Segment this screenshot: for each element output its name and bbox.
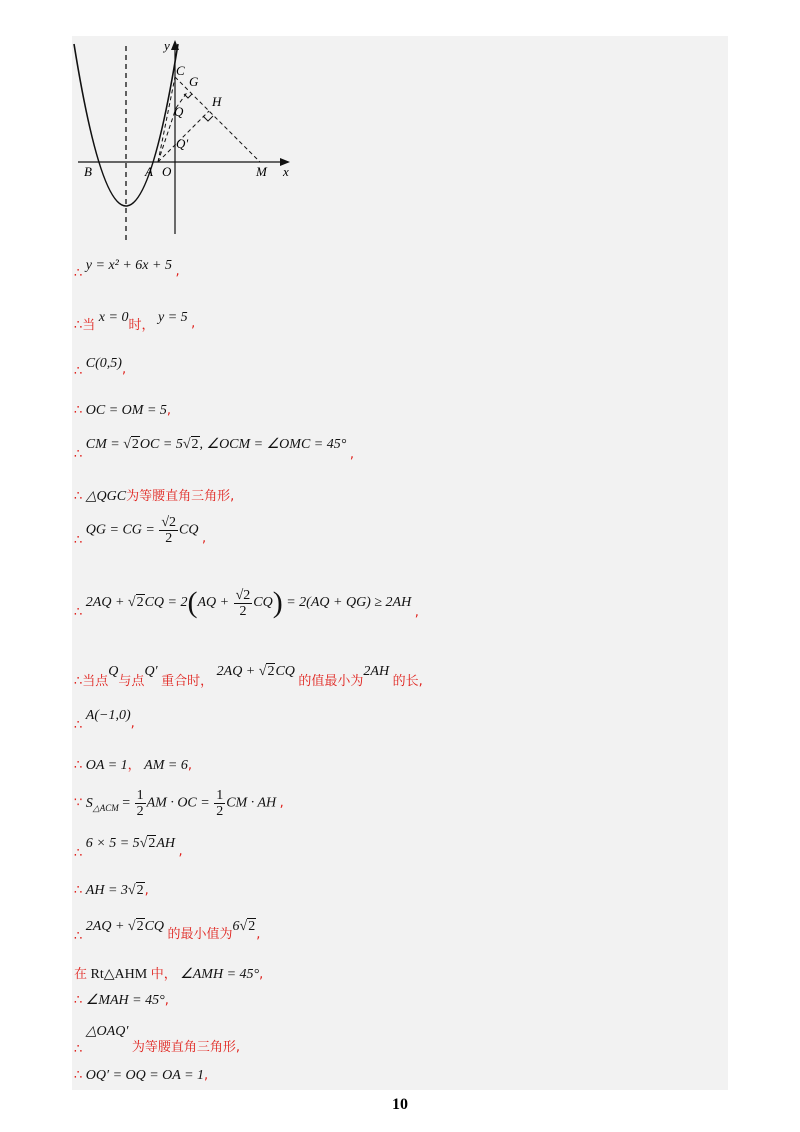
label-a: A <box>145 164 153 179</box>
sqrt-2: √2 <box>258 664 275 679</box>
solution-line-6 <box>74 485 234 505</box>
expr-2aq: 2AQ + <box>216 664 256 679</box>
therefore-symbol: ∴ <box>74 846 83 861</box>
label-q-prime: Q' <box>176 136 189 151</box>
therefore-symbol: ∴ <box>74 605 83 621</box>
expr-am-oc: AM · OC = <box>146 795 210 811</box>
because-symbol: ∵ <box>74 795 83 811</box>
sqrt-2: √2 <box>239 919 256 934</box>
area-symbol: $S_{\triangle ACM}$ <box>85 795 119 813</box>
equation-oq: OQ′ = OQ = OA = 1 <box>85 1068 205 1083</box>
comma: , <box>279 795 284 811</box>
value-2ah: 2AH <box>363 664 390 679</box>
solution-line-16 <box>74 963 263 983</box>
solution-line-18 <box>74 1020 241 1057</box>
comma: , <box>144 883 149 898</box>
expr-am: AM = 6 <box>144 758 188 773</box>
angle-mah: ∠MAH = 45° <box>85 993 165 1008</box>
label-x: x <box>283 164 289 179</box>
therefore-symbol: ∴ <box>74 1042 83 1057</box>
therefore-symbol: ∴ <box>74 929 83 944</box>
text-isosceles: 为等腰直角三角形, <box>131 1040 241 1055</box>
solution-line-19 <box>74 1068 208 1084</box>
therefore-symbol: ∴ <box>74 364 83 379</box>
triangle-oaq-prime: △OAQ′ <box>85 1024 129 1039</box>
text-coincide: 重合时， <box>161 674 214 689</box>
angle-amh: ∠AMH = 45° <box>180 967 260 982</box>
text-isosceles: 为等腰直角三角形, <box>126 489 235 504</box>
comma: , <box>349 447 354 462</box>
fraction-one-half: $\frac{1}{2}$ <box>136 788 144 819</box>
separator: ， <box>127 758 141 773</box>
expr-left: 2AQ + <box>85 595 125 611</box>
expr-cq: CQ <box>144 919 165 934</box>
therefore-symbol: ∴ <box>74 718 83 733</box>
expr-2aq: 2AQ + <box>85 919 125 934</box>
comma: , <box>191 316 196 331</box>
expr-angles: , ∠OCM = ∠OMC = 45° <box>199 437 347 452</box>
expr-left: 6 × 5 = 5 <box>85 836 140 851</box>
expr-oa: OA = 1 <box>85 758 128 773</box>
comma: , <box>166 403 172 418</box>
label-b: B <box>84 164 92 179</box>
solution-line-4 <box>74 403 171 419</box>
expr-cq: CQ <box>253 595 273 611</box>
comma: , <box>178 844 183 859</box>
comma: , <box>121 362 127 377</box>
text-zai: 在 <box>74 967 88 982</box>
equals: = <box>122 795 131 811</box>
equation: y = x² + 6x + 5 <box>85 258 172 273</box>
label-h: H <box>212 94 222 109</box>
comma: , <box>259 967 264 982</box>
text-zhong: 中， <box>150 967 177 982</box>
comma: , <box>187 758 192 773</box>
solution-line-17 <box>74 992 169 1009</box>
triangle-qgc: △QGC <box>85 489 127 504</box>
text-shi: 时， <box>128 318 155 333</box>
solution-line-10 <box>74 708 135 733</box>
solution-line-2 <box>74 306 196 333</box>
fraction-sqrt2-over-2: $\frac{√2}{2}$ <box>161 515 177 546</box>
label-o: O <box>162 164 172 179</box>
comma: , <box>414 605 419 621</box>
page-number: 10 <box>392 1096 408 1113</box>
point-q: Q <box>108 664 119 679</box>
expr-cm: CM = <box>85 437 120 452</box>
solution-line-14 <box>74 883 149 899</box>
comma: , <box>164 993 169 1008</box>
expr-qg: QG = CG = <box>85 522 155 538</box>
text-min-value: 的值最小为 <box>298 674 364 689</box>
solution-line-9 <box>74 660 423 689</box>
comma: , <box>130 716 135 731</box>
therefore-symbol: ∴ <box>74 532 83 548</box>
expr-cq: CQ <box>179 522 199 538</box>
label-m: M <box>256 164 267 179</box>
expr-ah: AH = 3 <box>85 883 128 898</box>
condition-x: x = 0 <box>98 310 129 325</box>
result-y: y = 5 <box>157 310 188 325</box>
therefore-symbol: ∴ <box>74 1068 83 1083</box>
right-angle-g <box>184 94 192 98</box>
equation: OC = OM = 5 <box>85 403 167 418</box>
sqrt-2: √2 <box>139 836 156 851</box>
expr-ah: AH <box>156 836 176 851</box>
point-c: C(0,5) <box>85 356 122 371</box>
label-c: C <box>176 63 185 78</box>
expr-oc: OC = 5 <box>139 437 183 452</box>
therefore-symbol: ∴ <box>74 266 83 281</box>
fraction-sqrt2-over-2: $\frac{√2}{2}$ <box>235 587 251 619</box>
expr-cm-ah: CM · AH <box>226 795 277 811</box>
text-min-value: 的最小值为 <box>167 927 233 942</box>
text-dangdian: 当点 <box>82 674 109 689</box>
expr-cq: CQ <box>275 664 295 679</box>
solution-line-13 <box>74 836 183 861</box>
rt-triangle: Rt△AHM <box>90 967 148 982</box>
text-length: 的长, <box>392 674 423 689</box>
sqrt-2: √2 <box>123 437 139 452</box>
sqrt-2: √2 <box>127 595 144 611</box>
therefore-symbol: ∴ <box>74 447 83 462</box>
label-q: Q <box>174 104 184 119</box>
therefore-symbol: ∴ <box>74 318 83 333</box>
comma: , <box>175 264 180 279</box>
therefore-symbol: ∴ <box>74 674 83 689</box>
text-dang: 当 <box>82 318 96 333</box>
therefore-symbol: ∴ <box>74 489 83 504</box>
sqrt-2: √2 <box>127 883 144 898</box>
label-y: y <box>164 38 170 53</box>
comma: , <box>256 927 261 942</box>
therefore-symbol: ∴ <box>74 758 83 773</box>
fraction-one-half: $\frac{1}{2}$ <box>216 788 224 819</box>
expr-eq: CQ = 2 <box>144 595 188 611</box>
therefore-symbol: ∴ <box>74 883 83 898</box>
point-q-prime: Q′ <box>144 664 158 679</box>
therefore-symbol: ∴ <box>74 993 83 1008</box>
solution-line-5 <box>74 436 354 462</box>
solution-line-7 <box>74 515 206 546</box>
comma: , <box>204 1068 209 1083</box>
expr-aq: AQ + <box>197 595 230 611</box>
expr-inequality: = 2(AQ + QG) ≥ 2AH <box>286 595 412 611</box>
solution-line-1 <box>74 258 180 281</box>
solution-line-11 <box>74 754 192 774</box>
text-yudian: 与点 <box>118 674 145 689</box>
label-g: G <box>189 74 199 89</box>
parabola-figure <box>72 38 312 248</box>
solution-line-15 <box>74 915 261 944</box>
solution-line-12 <box>74 788 284 819</box>
solution-line-3 <box>74 356 127 379</box>
therefore-symbol: ∴ <box>74 403 83 418</box>
value-6: 6 <box>232 919 240 934</box>
comma: , <box>202 530 207 546</box>
solution-line-8: ∴ 2AQ + √2CQ = 2(AQ + $\frac{√2}{2}$ CQ) = 2(AQ + QG) ≥ 2AH , <box>74 586 419 621</box>
point-a: A(−1,0) <box>85 708 131 723</box>
sqrt-2: √2 <box>127 919 144 934</box>
sqrt-2: √2 <box>182 437 199 452</box>
right-angle-h <box>203 116 213 121</box>
